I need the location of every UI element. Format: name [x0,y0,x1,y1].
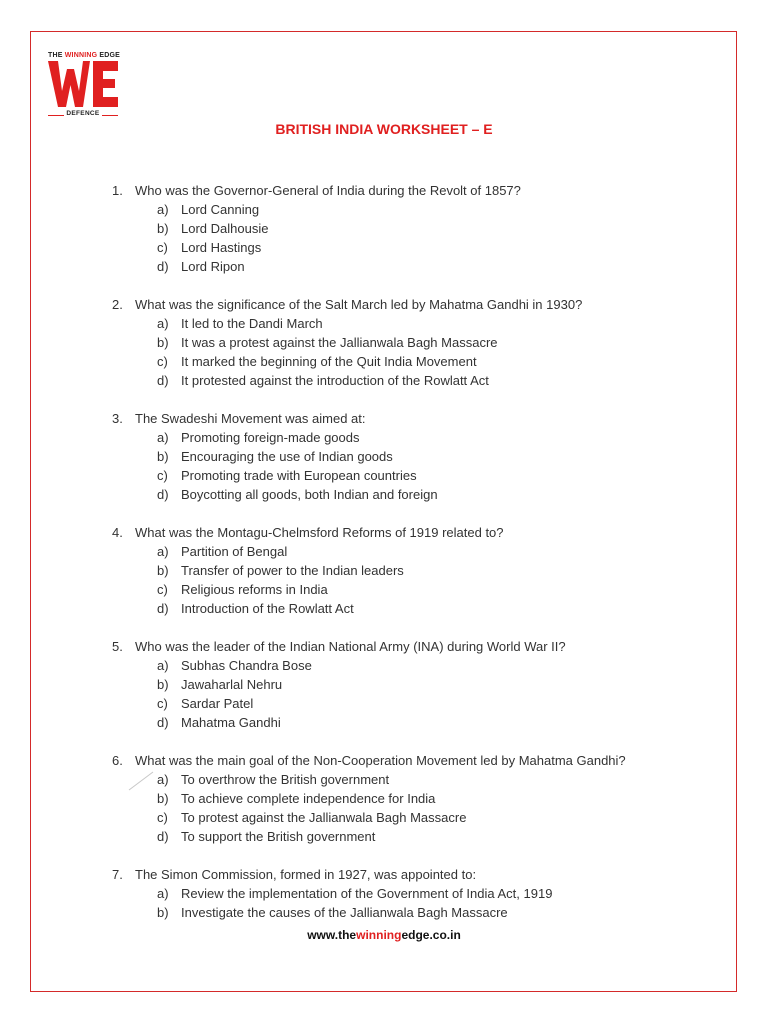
answer-option [112,219,712,238]
option-letter: b) [157,563,169,578]
option-text: Encouraging the use of Indian goods [181,449,393,464]
question-text [112,523,712,542]
logo-rule-right [102,115,118,116]
question-number: 1. [112,183,123,198]
answer-option [112,789,712,808]
answer-option [112,884,712,903]
question-label: What was the main goal of the Non-Cooperation Movement led by Mahatma Gandhi? [135,753,626,768]
option-text: It protested against the introduction of the Rowlatt Act [181,373,489,388]
answer-option [112,257,712,276]
answer-option [112,713,712,732]
option-text: Jawaharlal Nehru [181,677,283,692]
option-text: It marked the beginning of the Quit India Movement [181,354,477,369]
option-text: Religious reforms in India [181,582,328,597]
answer-option [112,447,712,466]
answer-option [112,656,712,675]
option-letter: a) [157,202,169,217]
option-text: Lord Ripon [181,259,245,274]
option-text: Sardar Patel [181,696,254,711]
question-text [112,637,712,656]
option-letter: c) [157,354,168,369]
option-letter: b) [157,905,169,920]
question-label: What was the Montagu-Chelmsford Reforms of 1919 related to? [135,525,504,540]
option-text: Lord Dalhousie [181,221,269,236]
answer-option [112,542,712,561]
question-label: The Swadeshi Movement was aimed at: [135,411,366,426]
answer-option [112,561,712,580]
question-item [112,181,712,276]
answer-option [112,371,712,390]
option-letter: a) [157,886,169,901]
answer-option [112,580,712,599]
question-text [112,751,712,770]
question-text [112,181,712,200]
option-letter: a) [157,772,169,787]
question-number: 2. [112,297,123,312]
answer-option [112,466,712,485]
option-letter: c) [157,240,168,255]
answer-option [112,599,712,618]
question-label: What was the significance of the Salt March led by Mahatma Gandhi in 1930? [135,297,583,312]
option-letter: b) [157,221,169,236]
question-label: Who was the Governor-General of India during the Revolt of 1857? [135,183,521,198]
option-text: Partition of Bengal [181,544,288,559]
answer-option [112,428,712,447]
option-text: Investigate the causes of the Jallianwala Bagh Massacre [181,905,508,920]
question-item [112,751,712,846]
option-letter: b) [157,449,169,464]
question-number: 3. [112,411,123,426]
logo-subtitle [48,110,118,120]
option-letter: d) [157,715,169,730]
option-text: Boycotting all goods, both Indian and foreign [181,487,438,502]
question-text [112,865,712,884]
stray-pen-mark [128,771,154,791]
option-text: Lord Hastings [181,240,262,255]
question-label: Who was the leader of the Indian National Army (INA) during World War II? [135,639,566,654]
answer-option [112,238,712,257]
option-letter: c) [157,582,168,597]
question-number: 5. [112,639,123,654]
answer-option [112,903,712,922]
option-letter: a) [157,544,169,559]
option-text: It was a protest against the Jallianwala Bagh Massacre [181,335,498,350]
option-letter: d) [157,259,169,274]
option-letter: d) [157,373,169,388]
option-text: To support the British government [181,829,376,844]
option-text: Promoting trade with European countries [181,468,417,483]
logo-tagline: THE WINNING EDGE [48,52,121,59]
option-letter: d) [157,829,169,844]
brand-logo [48,52,121,122]
option-letter: b) [157,677,169,692]
option-letter: c) [157,468,168,483]
question-item [112,523,712,618]
question-text [112,409,712,428]
answer-option [112,333,712,352]
option-letter: a) [157,316,169,331]
option-text: Lord Canning [181,202,260,217]
option-text: Subhas Chandra Bose [181,658,312,673]
website-footer[interactable]: www.thewinningedge.co.in [307,928,461,942]
answer-option [112,808,712,827]
option-text: Promoting foreign-made goods [181,430,360,445]
option-text: Introduction of the Rowlatt Act [181,601,354,616]
logo-subtitle-text: DEFENCE [66,110,100,117]
option-letter: d) [157,601,169,616]
question-label: The Simon Commission, formed in 1927, was appointed to: [135,867,477,882]
answer-option [112,694,712,713]
option-text: Review the implementation of the Government of India Act, 1919 [181,886,553,901]
option-letter: c) [157,696,168,711]
answer-option [112,314,712,333]
option-text: It led to the Dandi March [181,316,323,331]
question-item [112,637,712,732]
answer-option [112,200,712,219]
option-text: Transfer of power to the Indian leaders [181,563,404,578]
question-number: 7. [112,867,123,882]
option-letter: a) [157,658,169,673]
option-text: To achieve complete independence for India [181,791,436,806]
option-letter: b) [157,335,169,350]
answer-option [112,352,712,371]
answer-option [112,675,712,694]
question-list [112,181,712,941]
question-item [112,295,712,390]
option-text: To overthrow the British government [181,772,390,787]
question-item [112,409,712,504]
answer-option [112,770,712,789]
question-item [112,865,712,922]
question-number: 6. [112,753,123,768]
option-text: Mahatma Gandhi [181,715,281,730]
option-letter: d) [157,487,169,502]
option-letter: a) [157,430,169,445]
we-logo-mark [48,61,118,107]
option-text: To protest against the Jallianwala Bagh Massacre [181,810,467,825]
option-letter: b) [157,791,169,806]
question-number: 4. [112,525,123,540]
worksheet-title: BRITISH INDIA WORKSHEET – E [275,121,493,137]
answer-option [112,485,712,504]
option-letter: c) [157,810,168,825]
question-text [112,295,712,314]
answer-option [112,827,712,846]
